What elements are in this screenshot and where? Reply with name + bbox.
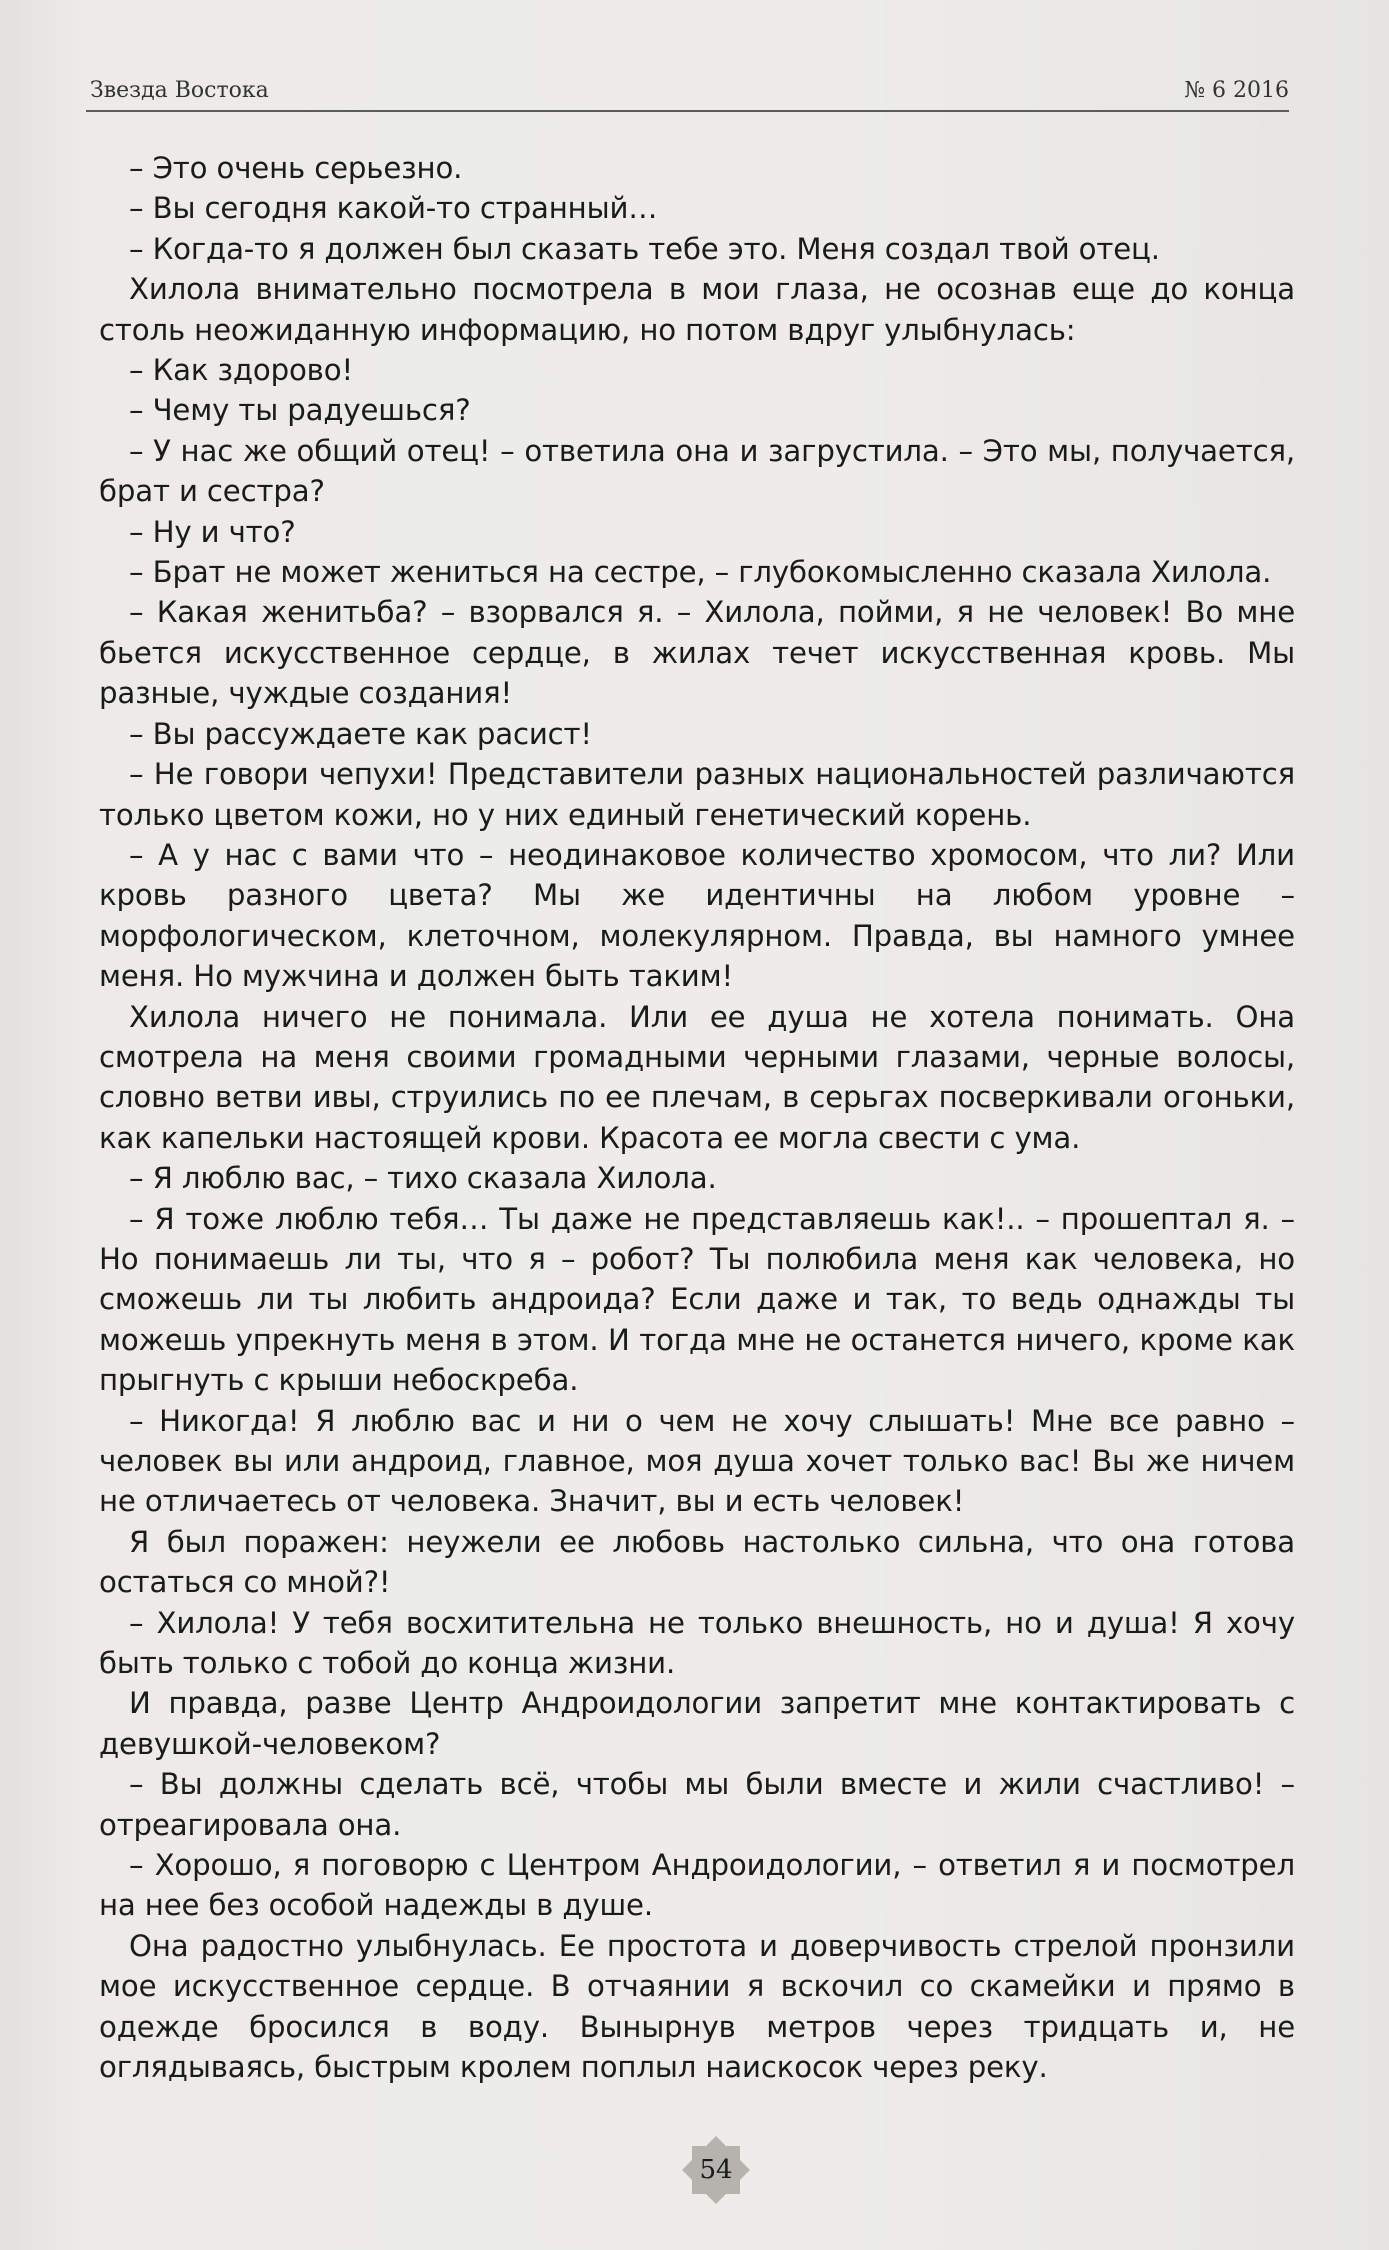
paragraph: – Как здорово! bbox=[129, 353, 353, 388]
paragraph: – Брат не может жениться на сестре, – глубокомысленно сказала Хилола. bbox=[129, 555, 1272, 590]
paragraph: И правда, разве Центр Андроидологии запретит мне контактировать с девушкой-человеком? bbox=[99, 1686, 1295, 1761]
paragraph: Я был поражен: неужели ее любовь настолько сильна, что она готова остаться со мной?! bbox=[99, 1524, 1295, 1600]
paragraph: – Не говори чепухи! Представители разных национальностей различаются только цветом кожи, но у них единый генетический корень. bbox=[99, 757, 1295, 832]
paragraph: – Какая женитьба? – взорвался я. – Хилола, пойми, я не человек! Во мне бьется искусственное сердце, в жилах течет искусственная кровь. Мы разные, чуждые создания! bbox=[99, 595, 1295, 711]
page-number: 54 bbox=[699, 2155, 733, 2185]
paragraph: – А у нас с вами что – неодинаковое количество хромосом, что ли? Или кровь разного цвета? Мы же идентичны на любом уровне – морфологическом, клеточном, молекулярном. Правда, вы намного умнее меня. Но мужчина и должен быть таким! bbox=[99, 837, 1295, 994]
paragraph: – Чему ты радуешься? bbox=[129, 393, 471, 428]
paragraph: Хилола внимательно посмотрела в мои глаза, не осознав еще до конца столь неожиданную информацию, но потом вдруг улыбнулась: bbox=[99, 272, 1295, 347]
paragraph: – Никогда! Я люблю вас и ни о чем не хочу слышать! Мне все равно – человек вы или андроид, главное, моя душа хочет только вас! Вы же ничем не отличаетесь от человека. Значит, вы и есть человек! bbox=[99, 1403, 1295, 1519]
paragraph: – Это очень серьезно. bbox=[129, 151, 463, 185]
paragraph: – Ну и что? bbox=[129, 514, 296, 549]
paragraph: Хилола ничего не понимала. Или ее душа не хотела понимать. Она смотрела на меня своими громадными черными глазами, черные волосы, словно ветви ивы, струились по ее плечам, в серьгах посверкивали огоньки, как капельки настоящей крови. Красота ее могла свести с ума. bbox=[99, 999, 1295, 1155]
page-number-badge bbox=[676, 2130, 756, 2210]
issue-number: № 6 2016 bbox=[1184, 78, 1289, 103]
journal-title: Звезда Востока bbox=[90, 78, 269, 103]
paragraph: – Вы сегодня какой-то странный… bbox=[129, 191, 658, 226]
paragraph: – Я люблю вас, – тихо сказала Хилола. bbox=[129, 1161, 717, 1196]
article-body bbox=[99, 148, 1295, 2088]
running-header bbox=[86, 70, 1289, 112]
paragraph: Она радостно улыбнулась. Ее простота и доверчивость стрелой пронзили мое искусственное сердце. В отчаянии я вскочил со скамейки и прямо в одежде бросился в воду. Вынырнув метров через тридцать и, не оглядываясь, быстрым кролем поплыл наискосок через реку. bbox=[99, 1928, 1295, 2085]
paragraph: – Когда-то я должен был сказать тебе это. Меня создал твой отец. bbox=[129, 231, 1160, 266]
paragraph: – Хорошо, я поговорю с Центром Андроидологии, – ответил я и посмотрел на нее без особой надежды в душе. bbox=[99, 1848, 1295, 1923]
paragraph: – Я тоже люблю тебя… Ты даже не представляешь как!.. – прошептал я. – Но понимаешь ли ты, что я – робот? Ты полюбила меня как человека, но сможешь ли ты любить андроида? Если даже и так, то ведь однажды ты можешь упрекнуть меня в этом. И тогда мне не останется ничего, кроме как прыгнуть с крыши небоскреба. bbox=[99, 1201, 1295, 1398]
paragraph: – Вы рассуждаете как расист! bbox=[129, 716, 592, 751]
paragraph: – У нас же общий отец! – ответила она и загрустила. – Это мы, получается, брат и сестра? bbox=[99, 433, 1295, 509]
paragraph: – Вы должны сделать всё, чтобы мы были вместе и жили счастливо! – отреагировала она. bbox=[99, 1767, 1295, 1842]
paragraph: – Хилола! У тебя восхитительна не только внешность, но и душа! Я хочу быть только с тобой до конца жизни. bbox=[99, 1605, 1295, 1681]
